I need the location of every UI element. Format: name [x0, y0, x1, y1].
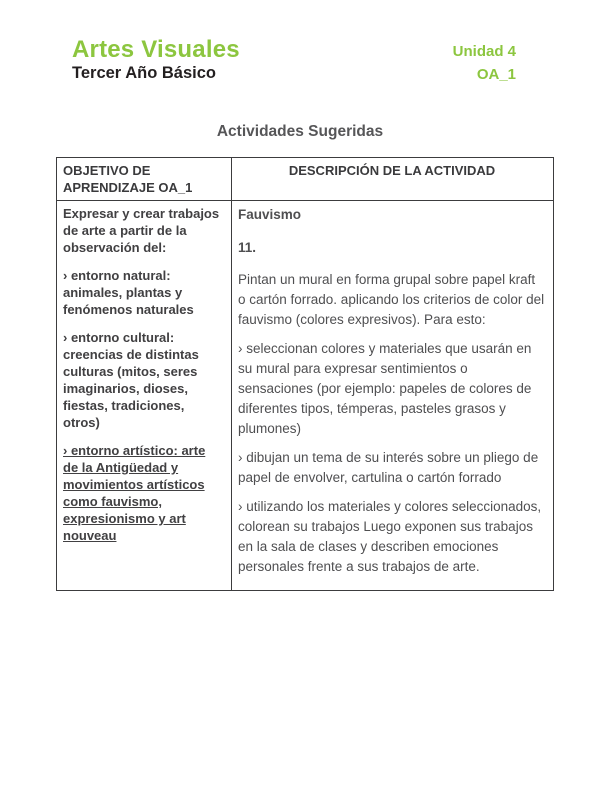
- unit-label: Unidad 4: [452, 43, 516, 60]
- objective-bullet-cultural: › entorno cultural: creencias de distintas culturas (mitos, seres imaginarios, dioses, fiestas, tradiciones, otros): [63, 330, 199, 430]
- table-header-row: [57, 158, 554, 201]
- doc-title: Artes Visuales: [72, 36, 240, 63]
- objective-bullet-natural: › entorno natural: animales, plantas y fenómenos naturales: [63, 268, 194, 317]
- oa-label: OA_1: [476, 66, 516, 83]
- table-body-row: [57, 201, 554, 591]
- activity-bullet-2: › dibujan un tema de su interés sobre un pliego de papel de envolver, cartulina o cartón forrado: [238, 450, 539, 485]
- objective-bullet-artistico: › entorno artístico: arte de la Antigüedad y movimientos artísticos como fauvismo, expresionismo y art nouveau: [63, 443, 206, 543]
- activity-bullet-3: › utilizando los materiales y colores seleccionados, colorean su trabajos Luego exponen sus trabajos en la sala de clases y describen emociones personales frente a sus trabajos de arte.: [238, 499, 542, 574]
- activity-heading: Fauvismo: [238, 207, 302, 222]
- page-header: [72, 36, 516, 85]
- activity-intro: Pintan un mural en forma grupal sobre papel kraft o cartón forrado. aplicando los criterios de color del fauvismo (colores expresivos). Para esto:: [238, 272, 545, 327]
- doc-subtitle: Tercer Año Básico: [72, 64, 216, 82]
- objective-cell: [57, 201, 232, 591]
- col-header-description: DESCRIPCIÓN DE LA ACTIVIDAD: [232, 158, 554, 201]
- objective-intro: Expresar y crear trabajos de arte a partir de la observación del:: [63, 206, 220, 255]
- activity-bullet-1: › seleccionan colores y materiales que usarán en su mural para expresar sentimientos o sensaciones (por ejemplo: papeles de colores de diferentes tipos, témperas, pasteles grasos y plumones): [238, 341, 532, 436]
- col-header-objective: OBJETIVO DE APRENDIZAJE OA_1: [57, 158, 232, 201]
- activity-number: 11.: [238, 240, 257, 255]
- activity-cell: [232, 201, 554, 591]
- header-right: [453, 36, 516, 85]
- activities-table: [56, 157, 554, 591]
- section-title: Actividades Sugeridas: [216, 123, 384, 140]
- header-left: [72, 36, 240, 83]
